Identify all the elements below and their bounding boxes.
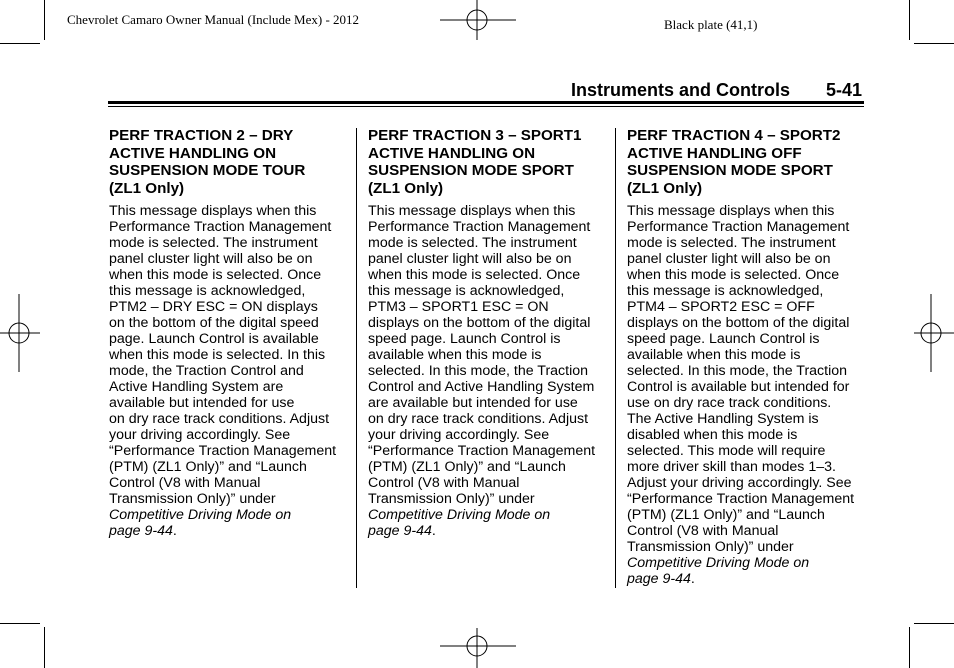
- crop-mark-bottom-right-h: [914, 623, 954, 624]
- body-line: (PTM) (ZL1 Only)” and “Launch: [627, 507, 825, 523]
- registration-mark-top-icon: [440, 0, 516, 44]
- body-line: panel cluster light will also be on: [109, 251, 313, 267]
- body-line: this message is acknowledged,: [627, 283, 824, 299]
- body-line: Active Handling System are: [109, 379, 284, 395]
- cross-reference-page-line[interactable]: [627, 571, 863, 587]
- cross-reference-line[interactable]: [109, 507, 345, 523]
- body-line: when this mode is selected. Once: [368, 267, 581, 283]
- body-line: on dry race track conditions. Adjust: [109, 411, 330, 427]
- header-rule-thin: [108, 106, 864, 107]
- print-header-title: Chevrolet Camaro Owner Manual (Include Mex) - 2012: [67, 12, 360, 27]
- body-line: Control (V8 with Manual: [109, 475, 261, 491]
- body-line: Transmission Only)” under: [627, 539, 794, 555]
- crop-mark-bottom-left-v: [44, 627, 45, 668]
- body-line: selected. This mode will require: [627, 443, 826, 459]
- body-line: Control is available but intended for: [627, 379, 850, 395]
- cross-reference-page[interactable]: page 9-44: [368, 523, 432, 539]
- heading-line: ACTIVE HANDLING ON: [368, 144, 536, 162]
- body-line: Control and Active Handling System: [368, 379, 595, 395]
- column-heading: [109, 127, 345, 197]
- page-number: 5-41: [826, 80, 863, 100]
- body-line: when this mode is selected. Once: [627, 267, 840, 283]
- body-line: speed page. Launch Control is: [368, 331, 561, 347]
- body-line: Performance Traction Management: [368, 219, 591, 235]
- body-line: available but intended for use: [109, 395, 295, 411]
- header-rule-thick: [108, 101, 864, 104]
- registration-mark-left-icon: [0, 294, 44, 372]
- cross-reference-period: .: [690, 571, 695, 587]
- registration-mark-bottom-icon: [440, 626, 516, 668]
- heading-line: SUSPENSION MODE SPORT: [368, 162, 574, 179]
- body-line: on dry race track conditions. Adjust: [368, 411, 589, 427]
- crop-mark-bottom-right-v: [909, 627, 910, 668]
- body-line: “Performance Traction Management: [109, 443, 337, 459]
- body-line: selected. In this mode, the Traction: [368, 363, 589, 379]
- heading-line: (ZL1 Only): [627, 179, 703, 197]
- cross-reference-text[interactable]: Competitive Driving Mode on: [627, 555, 810, 571]
- heading-line: PERF TRACTION 4 – SPORT2: [627, 127, 841, 144]
- body-line: “Performance Traction Management: [627, 491, 855, 507]
- body-line: Transmission Only)” under: [368, 491, 535, 507]
- crop-mark-bottom-left-h: [0, 623, 40, 624]
- body-line: panel cluster light will also be on: [627, 251, 831, 267]
- heading-line: SUSPENSION MODE SPORT: [627, 162, 833, 179]
- body-line: This message displays when this: [627, 203, 835, 219]
- column-2: [368, 127, 604, 539]
- column-heading: [368, 127, 604, 197]
- heading-line: ACTIVE HANDLING OFF: [627, 144, 802, 162]
- column-body: [627, 203, 863, 587]
- column-body: [109, 203, 345, 539]
- cross-reference-text[interactable]: Competitive Driving Mode on: [109, 507, 292, 523]
- body-line: The Active Handling System is: [627, 411, 819, 427]
- body-line: are available but intended for use: [368, 395, 578, 411]
- body-line: PTM3 – SPORT1 ESC = ON: [368, 299, 549, 315]
- body-line: This message displays when this: [368, 203, 576, 219]
- body-line: selected. In this mode, the Traction: [627, 363, 848, 379]
- crop-mark-top-left-h: [0, 43, 40, 44]
- body-line: use on dry race track conditions.: [627, 395, 832, 411]
- body-line: this message is acknowledged,: [109, 283, 306, 299]
- cross-reference-text[interactable]: Competitive Driving Mode on: [368, 507, 551, 523]
- body-line: on the bottom of the digital speed: [109, 315, 319, 331]
- column-divider-1: [356, 128, 357, 588]
- column-divider-2: [615, 128, 616, 588]
- body-line: available when this mode is: [368, 347, 542, 363]
- heading-line: (ZL1 Only): [368, 179, 444, 197]
- body-line: “Performance Traction Management: [368, 443, 596, 459]
- body-line: speed page. Launch Control is: [627, 331, 820, 347]
- body-line: mode, the Traction Control and: [109, 363, 304, 379]
- column-body: [368, 203, 604, 539]
- crop-mark-top-left-v: [44, 0, 45, 40]
- body-line: This message displays when this: [109, 203, 317, 219]
- body-line: when this mode is selected. Once: [109, 267, 322, 283]
- cross-reference-period: .: [431, 523, 436, 539]
- body-line: when this mode is selected. In this: [109, 347, 326, 363]
- heading-line: PERF TRACTION 3 – SPORT1: [368, 127, 582, 144]
- crop-mark-top-right-v: [909, 0, 910, 40]
- body-line: your driving accordingly. See: [368, 427, 550, 443]
- body-line: Control (V8 with Manual: [368, 475, 520, 491]
- heading-line: SUSPENSION MODE TOUR: [109, 162, 306, 179]
- cross-reference-line[interactable]: [368, 507, 604, 523]
- cross-reference-page[interactable]: page 9-44: [109, 523, 173, 539]
- body-line: mode is selected. The instrument: [627, 235, 836, 251]
- body-line: more driver skill than modes 1–3.: [627, 459, 836, 475]
- cross-reference-period: .: [172, 523, 177, 539]
- registration-mark-right-icon: [910, 294, 954, 372]
- body-line: this message is acknowledged,: [368, 283, 565, 299]
- body-line: Performance Traction Management: [627, 219, 850, 235]
- cross-reference-line[interactable]: [627, 555, 863, 571]
- body-line: page. Launch Control is available: [109, 331, 319, 347]
- body-line: disabled when this mode is: [627, 427, 798, 443]
- body-line: Adjust your driving accordingly. See: [627, 475, 852, 491]
- body-line: Control (V8 with Manual: [627, 523, 779, 539]
- cross-reference-page[interactable]: page 9-44: [627, 571, 691, 587]
- cross-reference-page-line[interactable]: [109, 523, 345, 539]
- body-line: displays on the bottom of the digital: [368, 315, 591, 331]
- column-3: [627, 127, 863, 587]
- column-heading: [627, 127, 863, 197]
- column-1: [109, 127, 345, 539]
- body-line: panel cluster light will also be on: [368, 251, 572, 267]
- body-line: Transmission Only)” under: [109, 491, 276, 507]
- heading-line: ACTIVE HANDLING ON: [109, 144, 277, 162]
- heading-line: PERF TRACTION 2 – DRY: [109, 127, 294, 144]
- body-line: (PTM) (ZL1 Only)” and “Launch: [368, 459, 566, 475]
- body-line: Performance Traction Management: [109, 219, 332, 235]
- cross-reference-page-line[interactable]: [368, 523, 604, 539]
- body-line: your driving accordingly. See: [109, 427, 291, 443]
- body-line: PTM4 – SPORT2 ESC = OFF: [627, 299, 815, 315]
- crop-mark-top-right-h: [914, 43, 954, 44]
- body-line: displays on the bottom of the digital: [627, 315, 850, 331]
- body-line: PTM2 – DRY ESC = ON displays: [109, 299, 318, 315]
- body-line: mode is selected. The instrument: [109, 235, 318, 251]
- print-header-plate: Black plate (41,1): [664, 17, 758, 32]
- heading-line: (ZL1 Only): [109, 179, 185, 197]
- body-line: available when this mode is: [627, 347, 801, 363]
- body-line: mode is selected. The instrument: [368, 235, 577, 251]
- body-line: (PTM) (ZL1 Only)” and “Launch: [109, 459, 307, 475]
- section-title: Instruments and Controls: [571, 80, 791, 100]
